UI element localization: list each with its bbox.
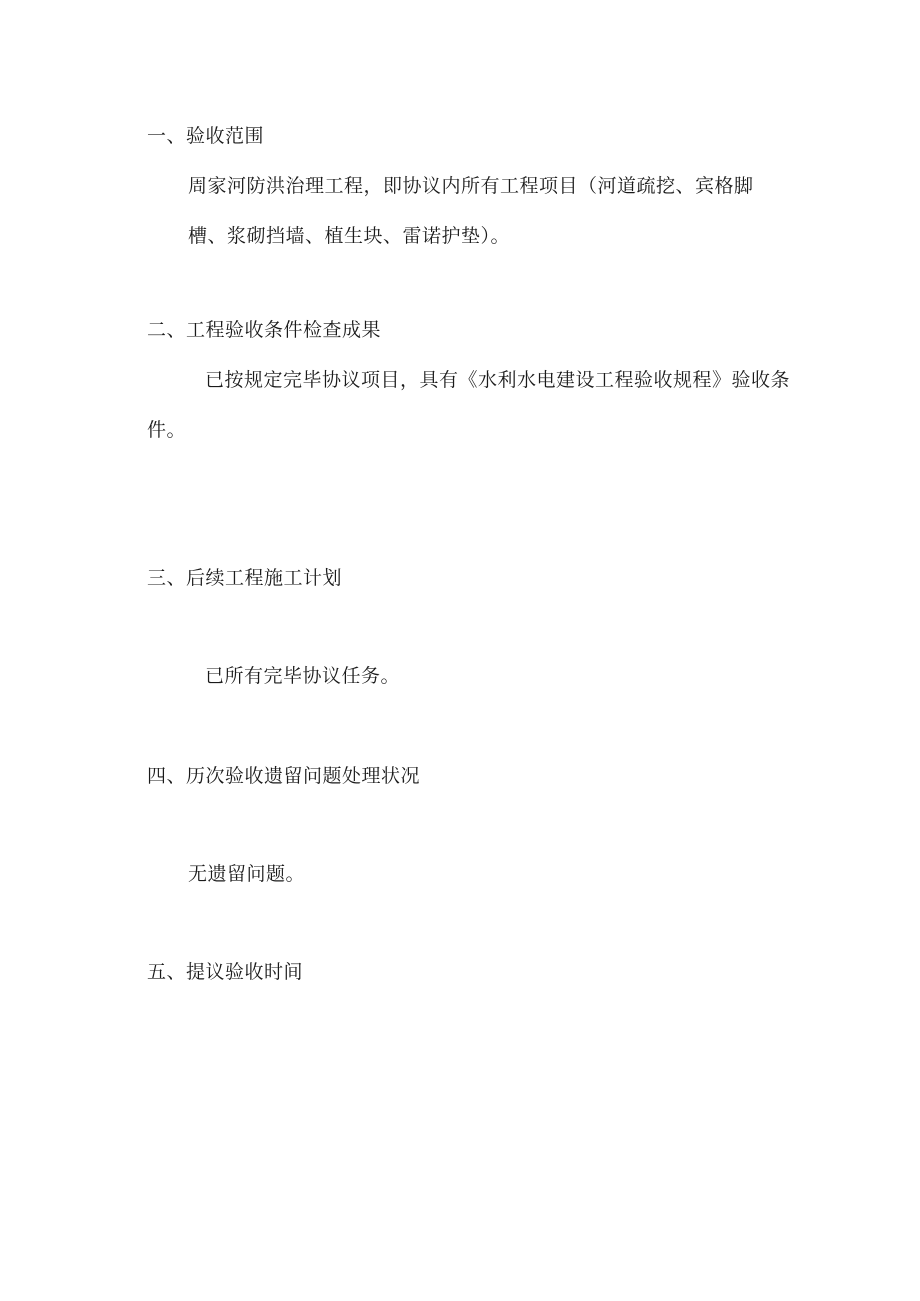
section-heading: 二、工程验收条件检查成果 — [147, 319, 382, 341]
paragraph-line: 件。 — [147, 419, 187, 441]
paragraph-line: 槽、浆砌挡墙、植生块、雷诺护垫）。 — [188, 225, 511, 247]
section-heading: 三、后续工程施工计划 — [147, 567, 343, 589]
paragraph-line: 已按规定完毕协议项目，具有《水利水电建设工程验收规程》验收条 — [205, 369, 791, 391]
paragraph-line: 已所有完毕协议任务。 — [205, 665, 401, 687]
section-heading: 一、验收范围 — [147, 125, 265, 147]
section-heading: 四、历次验收遗留问题处理状况 — [147, 765, 421, 787]
paragraph-line: 周家河防洪治理工程，即协议内所有工程项目（河道疏挖、宾格脚 — [188, 175, 754, 197]
section-heading: 五、提议验收时间 — [147, 961, 304, 983]
paragraph-line: 无遗留问题。 — [188, 863, 306, 885]
